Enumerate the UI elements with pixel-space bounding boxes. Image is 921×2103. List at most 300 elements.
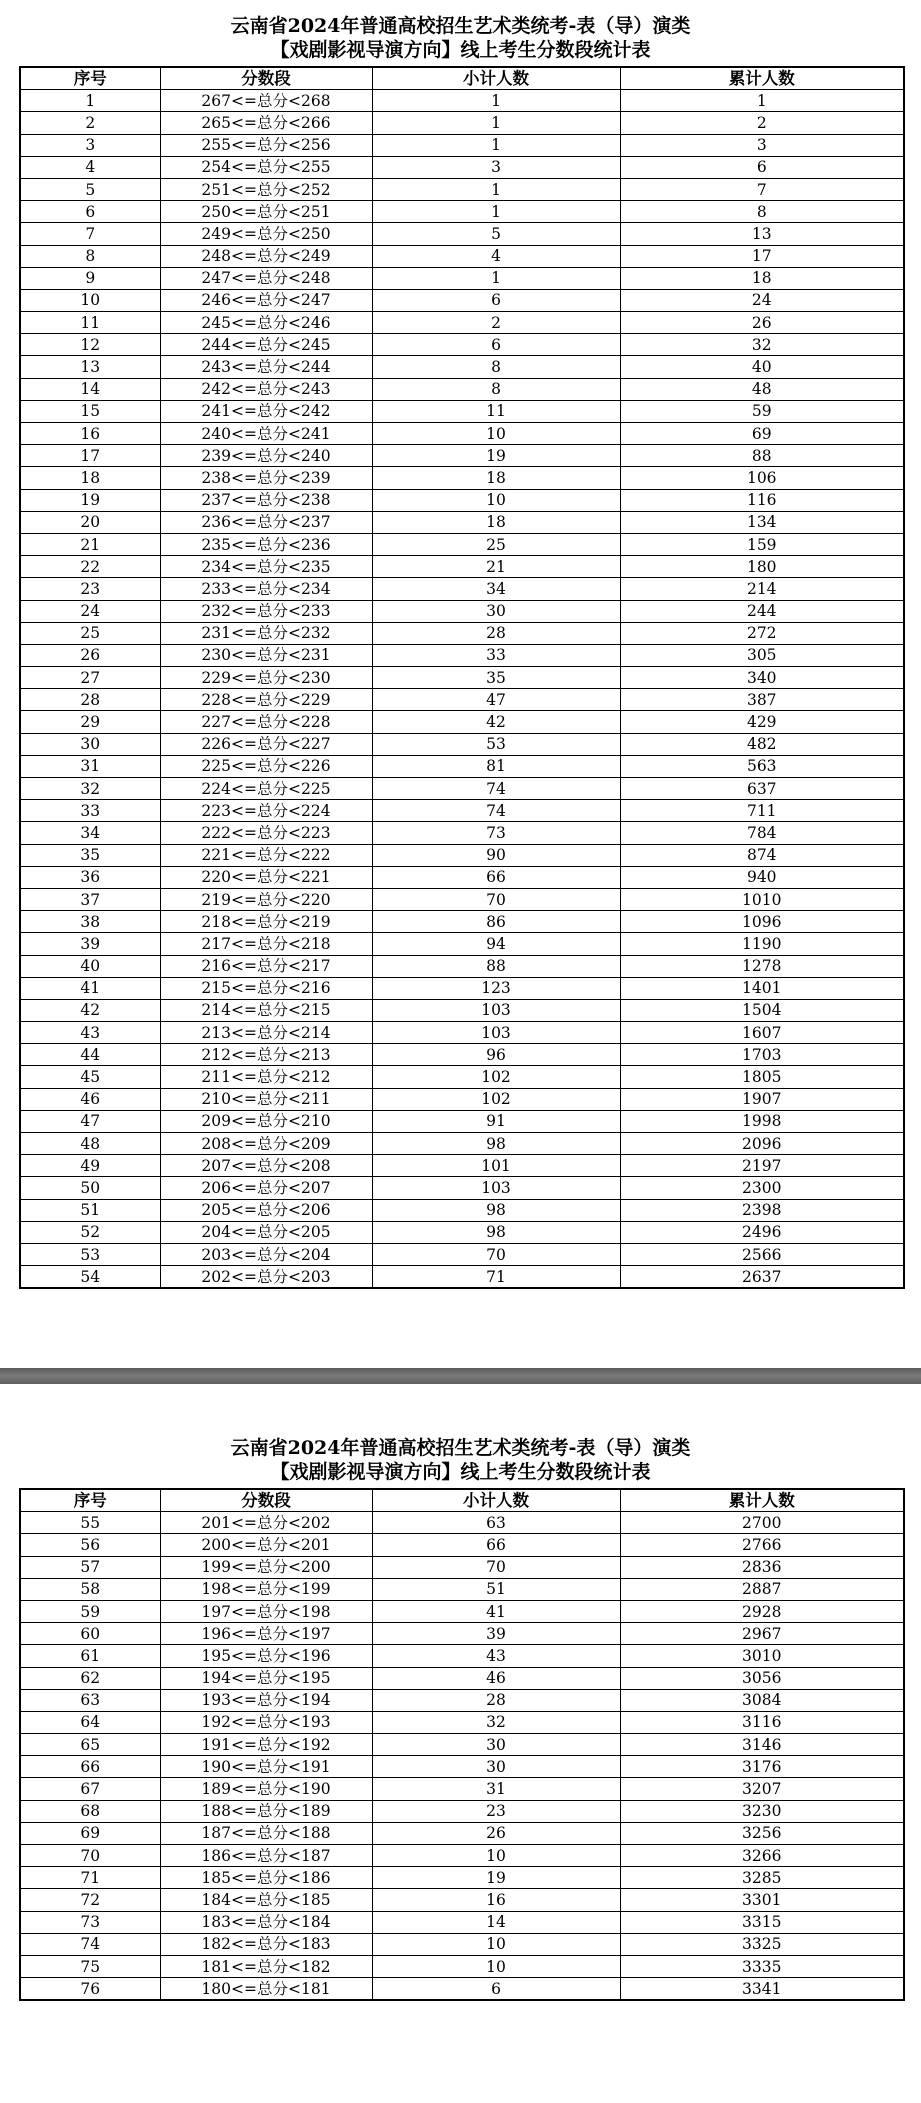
cell-seq: 22 [20,556,160,578]
cell-seq: 27 [20,667,160,689]
cell-score-range: 241<=总分<242 [160,400,372,422]
cell-score-range: 251<=总分<252 [160,178,372,200]
header-subtotal: 小计人数 [372,67,620,90]
table-row [20,1155,904,1177]
cell-score-range: 244<=总分<245 [160,334,372,356]
cell-score-range: 215<=总分<216 [160,977,372,999]
cell-seq: 54 [20,1266,160,1289]
cell-score-range: 246<=总分<247 [160,289,372,311]
cell-subtotal: 98 [372,1199,620,1221]
title-line-1: 云南省2024年普通高校招生艺术类统考-表（导）演类 [230,15,691,37]
cell-cumulative: 1010 [620,888,904,910]
cell-score-range: 197<=总分<198 [160,1600,372,1622]
table-row [20,1600,904,1622]
cell-score-range: 208<=总分<209 [160,1133,372,1155]
cell-score-range: 205<=总分<206 [160,1199,372,1221]
cell-cumulative: 2566 [620,1243,904,1265]
cell-cumulative: 874 [620,844,904,866]
table-header-row [20,1489,904,1512]
page-title-block [0,14,921,62]
cell-cumulative: 214 [620,578,904,600]
cell-score-range: 232<=总分<233 [160,600,372,622]
cell-cumulative: 482 [620,733,904,755]
cell-score-range: 267<=总分<268 [160,90,372,112]
cell-seq: 17 [20,445,160,467]
cell-cumulative: 429 [620,711,904,733]
table-row [20,1177,904,1199]
cell-score-range: 201<=总分<202 [160,1512,372,1534]
cell-subtotal: 39 [372,1623,620,1645]
table-row [20,1556,904,1578]
cell-seq: 56 [20,1534,160,1556]
table-row [20,112,904,134]
table-row [20,1578,904,1600]
cell-seq: 19 [20,489,160,511]
cell-cumulative: 48 [620,378,904,400]
cell-cumulative: 3341 [620,1978,904,2001]
cell-score-range: 242<=总分<243 [160,378,372,400]
cell-cumulative: 2766 [620,1534,904,1556]
cell-cumulative: 1278 [620,955,904,977]
table-row [20,1266,904,1289]
table-row [20,334,904,356]
cell-cumulative: 26 [620,312,904,334]
cell-score-range: 192<=总分<193 [160,1711,372,1733]
cell-subtotal: 81 [372,755,620,777]
cell-cumulative: 2836 [620,1556,904,1578]
cell-score-range: 223<=总分<224 [160,800,372,822]
cell-cumulative: 1401 [620,977,904,999]
cell-cumulative: 2398 [620,1199,904,1221]
cell-seq: 18 [20,467,160,489]
table-row [20,600,904,622]
cell-seq: 10 [20,289,160,311]
cell-score-range: 202<=总分<203 [160,1266,372,1289]
cell-subtotal: 42 [372,711,620,733]
table-row [20,667,904,689]
cell-seq: 70 [20,1845,160,1867]
cell-subtotal: 10 [372,423,620,445]
cell-cumulative: 8 [620,201,904,223]
cell-subtotal: 102 [372,1088,620,1110]
cell-subtotal: 10 [372,1933,620,1955]
cell-seq: 74 [20,1933,160,1955]
cell-cumulative: 3301 [620,1889,904,1911]
table-row [20,689,904,711]
cell-score-range: 265<=总分<266 [160,112,372,134]
table-row [20,356,904,378]
cell-seq: 43 [20,1022,160,1044]
cell-cumulative: 1504 [620,999,904,1021]
cell-seq: 23 [20,578,160,600]
cell-seq: 13 [20,356,160,378]
table-row [20,1243,904,1265]
table-row [20,467,904,489]
cell-subtotal: 74 [372,778,620,800]
cell-score-range: 235<=总分<236 [160,533,372,555]
table-row [20,1756,904,1778]
page-title-block [0,1436,921,1484]
cell-score-range: 229<=总分<230 [160,667,372,689]
cell-seq: 57 [20,1556,160,1578]
cell-cumulative: 940 [620,866,904,888]
cell-score-range: 226<=总分<227 [160,733,372,755]
cell-cumulative: 59 [620,400,904,422]
table-row [20,1110,904,1132]
cell-subtotal: 73 [372,822,620,844]
cell-cumulative: 1805 [620,1066,904,1088]
cell-seq: 68 [20,1800,160,1822]
cell-cumulative: 88 [620,445,904,467]
cell-seq: 16 [20,423,160,445]
cell-score-range: 228<=总分<229 [160,689,372,711]
cell-subtotal: 1 [372,90,620,112]
cell-seq: 71 [20,1867,160,1889]
table-row [20,866,904,888]
cell-subtotal: 98 [372,1221,620,1243]
cell-subtotal: 3 [372,156,620,178]
cell-seq: 42 [20,999,160,1021]
cell-score-range: 191<=总分<192 [160,1734,372,1756]
cell-score-range: 207<=总分<208 [160,1155,372,1177]
table-row [20,1512,904,1534]
cell-subtotal: 31 [372,1778,620,1800]
cell-seq: 29 [20,711,160,733]
cell-score-range: 234<=总分<235 [160,556,372,578]
table-row [20,378,904,400]
cell-seq: 32 [20,778,160,800]
cell-subtotal: 1 [372,178,620,200]
cell-cumulative: 1190 [620,933,904,955]
table-row [20,955,904,977]
cell-subtotal: 123 [372,977,620,999]
table-row [20,1822,904,1844]
document-page-2 [0,1384,921,2103]
cell-score-range: 221<=总分<222 [160,844,372,866]
cell-subtotal: 21 [372,556,620,578]
cell-score-range: 224<=总分<225 [160,778,372,800]
cell-cumulative: 563 [620,755,904,777]
cell-score-range: 213<=总分<214 [160,1022,372,1044]
cell-score-range: 217<=总分<218 [160,933,372,955]
table-row [20,400,904,422]
cell-seq: 1 [20,90,160,112]
cell-cumulative: 13 [620,223,904,245]
table-row [20,844,904,866]
cell-cumulative: 2197 [620,1155,904,1177]
cell-seq: 34 [20,822,160,844]
cell-cumulative: 159 [620,533,904,555]
cell-cumulative: 2700 [620,1512,904,1534]
cell-subtotal: 30 [372,1734,620,1756]
cell-score-range: 190<=总分<191 [160,1756,372,1778]
cell-subtotal: 90 [372,844,620,866]
cell-subtotal: 14 [372,1911,620,1933]
cell-seq: 73 [20,1911,160,1933]
cell-cumulative: 3010 [620,1645,904,1667]
header-seq: 序号 [20,67,160,90]
cell-score-range: 186<=总分<187 [160,1845,372,1867]
cell-seq: 5 [20,178,160,200]
cell-cumulative: 3266 [620,1845,904,1867]
table-row [20,289,904,311]
table-row [20,245,904,267]
cell-score-range: 209<=总分<210 [160,1110,372,1132]
cell-subtotal: 32 [372,1711,620,1733]
cell-subtotal: 74 [372,800,620,822]
cell-subtotal: 70 [372,888,620,910]
cell-cumulative: 106 [620,467,904,489]
cell-seq: 64 [20,1711,160,1733]
cell-seq: 75 [20,1955,160,1977]
table-row [20,267,904,289]
table-row [20,90,904,112]
cell-subtotal: 98 [372,1133,620,1155]
table-row [20,1933,904,1955]
table-row [20,755,904,777]
cell-cumulative: 1 [620,90,904,112]
cell-subtotal: 6 [372,334,620,356]
cell-seq: 25 [20,622,160,644]
table-row [20,800,904,822]
page-separator [0,1368,921,1384]
cell-subtotal: 2 [372,312,620,334]
cell-subtotal: 103 [372,999,620,1021]
cell-score-range: 188<=总分<189 [160,1800,372,1822]
cell-subtotal: 1 [372,134,620,156]
table-body [20,90,904,1289]
cell-cumulative: 1998 [620,1110,904,1132]
cell-cumulative: 3056 [620,1667,904,1689]
cell-seq: 76 [20,1978,160,2001]
cell-score-range: 181<=总分<182 [160,1955,372,1977]
cell-subtotal: 23 [372,1800,620,1822]
table-row [20,312,904,334]
table-row [20,933,904,955]
table-row [20,622,904,644]
cell-subtotal: 18 [372,467,620,489]
cell-score-range: 180<=总分<181 [160,1978,372,2001]
table-row [20,511,904,533]
table-row [20,1978,904,2001]
cell-seq: 67 [20,1778,160,1800]
cell-score-range: 199<=总分<200 [160,1556,372,1578]
table-row [20,644,904,666]
cell-subtotal: 10 [372,1845,620,1867]
cell-score-range: 236<=总分<237 [160,511,372,533]
cell-cumulative: 3 [620,134,904,156]
table-row [20,1088,904,1110]
cell-subtotal: 6 [372,1978,620,2001]
table-row [20,445,904,467]
cell-cumulative: 637 [620,778,904,800]
cell-seq: 33 [20,800,160,822]
cell-score-range: 200<=总分<201 [160,1534,372,1556]
cell-score-range: 189<=总分<190 [160,1778,372,1800]
cell-cumulative: 18 [620,267,904,289]
cell-cumulative: 3335 [620,1955,904,1977]
cell-seq: 52 [20,1221,160,1243]
table-row [20,1645,904,1667]
table-row [20,1199,904,1221]
cell-seq: 55 [20,1512,160,1534]
header-score-range: 分数段 [160,67,372,90]
cell-cumulative: 3315 [620,1911,904,1933]
cell-seq: 62 [20,1667,160,1689]
cell-cumulative: 3146 [620,1734,904,1756]
cell-score-range: 203<=总分<204 [160,1243,372,1265]
cell-seq: 8 [20,245,160,267]
cell-score-range: 220<=总分<221 [160,866,372,888]
cell-seq: 59 [20,1600,160,1622]
cell-seq: 44 [20,1044,160,1066]
cell-score-range: 193<=总分<194 [160,1689,372,1711]
cell-cumulative: 32 [620,334,904,356]
table-row [20,489,904,511]
cell-cumulative: 272 [620,622,904,644]
table-row [20,1734,904,1756]
table-row [20,711,904,733]
cell-cumulative: 3256 [620,1822,904,1844]
table-row [20,1867,904,1889]
cell-score-range: 185<=总分<186 [160,1867,372,1889]
cell-seq: 46 [20,1088,160,1110]
header-cumulative: 累计人数 [620,67,904,90]
cell-score-range: 214<=总分<215 [160,999,372,1021]
header-score-range: 分数段 [160,1489,372,1512]
cell-subtotal: 1 [372,201,620,223]
cell-score-range: 238<=总分<239 [160,467,372,489]
table-row [20,733,904,755]
title-line-2: 【戏剧影视导演方向】线上考生分数段统计表 [270,1461,651,1483]
cell-seq: 40 [20,955,160,977]
cell-subtotal: 28 [372,1689,620,1711]
title-line-1: 云南省2024年普通高校招生艺术类统考-表（导）演类 [230,1437,691,1459]
cell-score-range: 184<=总分<185 [160,1889,372,1911]
cell-cumulative: 69 [620,423,904,445]
header-subtotal: 小计人数 [372,1489,620,1512]
cell-cumulative: 6 [620,156,904,178]
cell-score-range: 249<=总分<250 [160,223,372,245]
cell-score-range: 219<=总分<220 [160,888,372,910]
cell-score-range: 231<=总分<232 [160,622,372,644]
cell-cumulative: 24 [620,289,904,311]
cell-score-range: 204<=总分<205 [160,1221,372,1243]
cell-score-range: 194<=总分<195 [160,1667,372,1689]
header-seq: 序号 [20,1489,160,1512]
cell-seq: 49 [20,1155,160,1177]
cell-cumulative: 244 [620,600,904,622]
cell-subtotal: 91 [372,1110,620,1132]
cell-cumulative: 1907 [620,1088,904,1110]
cell-subtotal: 51 [372,1578,620,1600]
cell-seq: 51 [20,1199,160,1221]
cell-subtotal: 30 [372,600,620,622]
cell-cumulative: 1096 [620,911,904,933]
cell-subtotal: 18 [372,511,620,533]
table-row [20,556,904,578]
cell-seq: 36 [20,866,160,888]
cell-cumulative: 7 [620,178,904,200]
cell-seq: 48 [20,1133,160,1155]
cell-cumulative: 305 [620,644,904,666]
cell-cumulative: 2967 [620,1623,904,1645]
table-row [20,1845,904,1867]
table-row [20,1955,904,1977]
cell-score-range: 240<=总分<241 [160,423,372,445]
cell-score-range: 218<=总分<219 [160,911,372,933]
cell-subtotal: 102 [372,1066,620,1088]
cell-seq: 24 [20,600,160,622]
cell-cumulative: 17 [620,245,904,267]
cell-subtotal: 63 [372,1512,620,1534]
cell-cumulative: 2300 [620,1177,904,1199]
cell-cumulative: 3084 [620,1689,904,1711]
cell-cumulative: 2928 [620,1600,904,1622]
cell-seq: 53 [20,1243,160,1265]
cell-seq: 31 [20,755,160,777]
cell-seq: 6 [20,201,160,223]
table-row [20,533,904,555]
cell-subtotal: 4 [372,245,620,267]
cell-subtotal: 19 [372,445,620,467]
table-row [20,223,904,245]
table-row [20,822,904,844]
cell-cumulative: 1607 [620,1022,904,1044]
cell-score-range: 195<=总分<196 [160,1645,372,1667]
cell-cumulative: 2887 [620,1578,904,1600]
table-header-row [20,67,904,90]
cell-subtotal: 16 [372,1889,620,1911]
cell-subtotal: 34 [372,578,620,600]
title-line-2: 【戏剧影视导演方向】线上考生分数段统计表 [270,39,651,61]
table-row [20,1133,904,1155]
cell-score-range: 243<=总分<244 [160,356,372,378]
cell-subtotal: 86 [372,911,620,933]
cell-cumulative: 116 [620,489,904,511]
table-row [20,1667,904,1689]
cell-subtotal: 5 [372,223,620,245]
cell-seq: 38 [20,911,160,933]
cell-cumulative: 784 [620,822,904,844]
table-row [20,201,904,223]
cell-score-range: 227<=总分<228 [160,711,372,733]
cell-subtotal: 19 [372,1867,620,1889]
cell-cumulative: 2 [620,112,904,134]
cell-cumulative: 340 [620,667,904,689]
cell-score-range: 216<=总分<217 [160,955,372,977]
cell-subtotal: 66 [372,1534,620,1556]
cell-subtotal: 1 [372,112,620,134]
cell-subtotal: 41 [372,1600,620,1622]
cell-subtotal: 96 [372,1044,620,1066]
cell-score-range: 222<=总分<223 [160,822,372,844]
table-row [20,1623,904,1645]
cell-cumulative: 3230 [620,1800,904,1822]
cell-subtotal: 101 [372,1155,620,1177]
cell-score-range: 198<=总分<199 [160,1578,372,1600]
table-row [20,1022,904,1044]
cell-seq: 69 [20,1822,160,1844]
table-row [20,1044,904,1066]
cell-cumulative: 134 [620,511,904,533]
cell-subtotal: 94 [372,933,620,955]
cell-subtotal: 28 [372,622,620,644]
cell-cumulative: 2637 [620,1266,904,1289]
cell-seq: 37 [20,888,160,910]
cell-subtotal: 43 [372,1645,620,1667]
cell-subtotal: 103 [372,1177,620,1199]
